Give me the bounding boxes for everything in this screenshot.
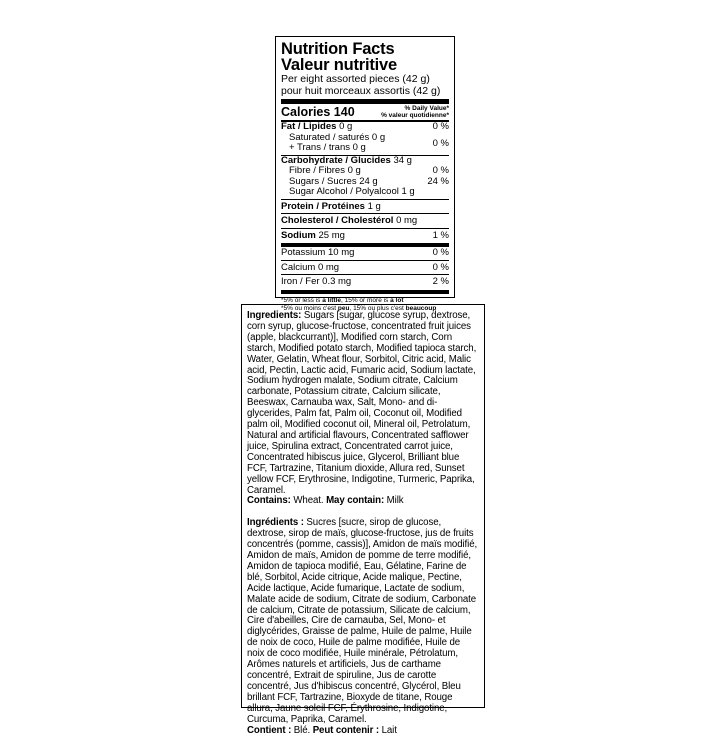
calcium-row (281, 263, 449, 274)
sodium-row (281, 231, 449, 242)
ingredients-fr (247, 518, 479, 725)
title-fr: Valeur nutritive (281, 56, 398, 74)
sugar-alcohol-row (281, 187, 449, 198)
calories: Calories 140 (281, 105, 355, 119)
fat-row (281, 122, 449, 133)
trans-fat: + Trans / trans 0 g (289, 142, 366, 153)
contains-fr-text: Blé. (291, 724, 313, 736)
fibre: Fibre / Fibres 0 g (289, 165, 361, 176)
may-contain-en-text: Milk (384, 495, 404, 507)
dv-header-en: % Daily Value* (404, 105, 449, 112)
allergens-en (247, 496, 479, 507)
protein-label: Protein / Protéines (281, 200, 365, 212)
sugars: Sugars / Sucres 24 g (289, 175, 378, 187)
sugars-pct: 24 % (427, 175, 449, 187)
protein-amount: 1 g (364, 200, 381, 212)
iron-pct: 2 % (432, 276, 449, 287)
may-contain-en-label: May contain: (326, 495, 385, 507)
dv-header-fr: % valeur quotidienne* (381, 112, 449, 119)
fibre-pct: 0 % (432, 165, 449, 176)
contains-en-label: Contains: (247, 495, 291, 507)
ingredients-en-text: Sugars [sugar, glucose syrup, dextrose, corn syrup, glucose-fructose, concentrated fruit juices (apple, blackcurrant)], Modified corn starch, Corn starch, Modified potato starch, Modified tapioca starch, Water, Gelatin, Wheat flour, Sorbitol, Citric acid, Malic acid, Pectin, Lactic acid, Fumaric acid, Sodium lactate, Sodium hydrogen malate, Sodium citrate, Calcium carbonate, Potassium citrate, Calcium silicate, Beeswax, Carnauba wax, Salt, Mono- and di-glycerides, Palm fat, Palm oil, Coconut oil, Modified palm oil, Modified coconut oil, Mineral oil, Petrolatum, Natural and artificial flavours, Concentrated safflower juice, Spirulina extract, Concentrated carrot juice, Concentrated hibiscus juice, Glycerol, Brilliant blue FCF, Tartrazine, Titanium dioxide, Allura red, Sunset yellow FCF, Erythrosine, Indigotine, Turmeric, Paprika, Caramel. (247, 310, 477, 496)
cholesterol-amount: 0 mg (393, 215, 418, 226)
sat-trans-pct: 0 % (432, 137, 449, 149)
potassium: Potassium 10 mg (281, 247, 355, 258)
divider (281, 274, 449, 275)
fibre-row (281, 166, 449, 177)
carb-amount: 34 g (390, 154, 412, 166)
footnote-en: *5% or less is a little, 15% or more is a lot (281, 296, 404, 304)
potassium-row (281, 248, 449, 259)
saturated-fat: Saturated / saturés 0 g (289, 131, 386, 143)
footnote-fr: *5% ou moins c'est peu, 15% ou plus c'est beaucoup (281, 304, 437, 312)
potassium-pct: 0 % (432, 247, 449, 258)
protein-row (281, 202, 449, 213)
heavy-divider (281, 99, 449, 104)
serving-size-fr: pour huit morceaux assortis (42 g) (281, 85, 441, 97)
nutrition-facts-table (275, 36, 455, 312)
title-en: Nutrition Facts (281, 40, 395, 58)
ingredients-panel (241, 304, 485, 736)
cholesterol-row (281, 216, 449, 227)
divider (281, 260, 449, 261)
ingredients-fr-label: Ingrédients : (247, 517, 304, 529)
contains-en-text: Wheat. (290, 495, 327, 507)
calcium: Calcium 0 mg (281, 261, 340, 273)
sugar-alcohol: Sugar Alcohol / Polyalcool 1 g (289, 186, 415, 197)
may-contain-fr-label: Peut contenir : (312, 724, 380, 736)
fat-pct: 0 % (432, 121, 449, 132)
carb-label: Carbohydrate / Glucides (281, 154, 391, 166)
fat-amount: 0 g (336, 121, 353, 132)
sat-trans-group (281, 133, 449, 154)
ingredients-fr-text: Sucres [sucre, sirop de glucose, dextrose, sirop de maïs, glucose-fructose, jus de fruits concentrés (pomme, cassis)], Amidon de maïs modifié, Amidon de maïs, Amidon de pomme de terre modifié, Amidon de tapioca modifié, Eau, Gélatine, Farine de blé, Sorbitol, Acide citrique, Acide malique, Pectine, Acide lactique, Acide fumarique, Lactate de sodium, Malate acide de sodium, Citrate de sodium, Carbonate de calcium, Citrate de potassium, Silicate de calcium, Cire d'abeilles, Cire de carnauba, Sel, Mono- et diglycérides, Graisse de palme, Huile de palme, Huile de noix de coco, Huile de palme modifiée, Huile de noix de coco modifiée, Huile minérale, Pétrolatum, Arômes naturels et artificiels, Jus de carthame concentré, Extrait de spiruline, Jus de carotte concentré, Jus d'hibiscus concentré, Glycérol, Bleu brillant FCF, Tartrazine, Bioxyde de titane, Rouge allura, Jaune soleil FCF, Érythrosine, Indigotine, Curcuma, Paprika, Caramel. (247, 517, 478, 725)
calories-row (281, 105, 449, 119)
iron-row (281, 277, 449, 288)
divider (281, 199, 449, 200)
contains-fr-label: Contient : (247, 724, 292, 736)
cholesterol-label: Cholesterol / Cholestérol (281, 215, 394, 226)
allergens-fr (247, 726, 479, 736)
sodium-amount: 25 mg (315, 229, 345, 241)
may-contain-fr-text: Lait (379, 724, 397, 736)
heavy-divider (281, 290, 449, 294)
serving-size-en: Per eight assorted pieces (42 g) (281, 73, 430, 85)
daily-value-header (381, 105, 449, 119)
divider (281, 228, 449, 229)
fat-label: Fat / Lipides (281, 121, 337, 132)
sodium-pct: 1 % (432, 229, 449, 241)
ingredients-en (247, 311, 479, 496)
iron: Iron / Fer 0.3 mg (281, 276, 352, 287)
divider (281, 213, 449, 214)
calcium-pct: 0 % (432, 261, 449, 273)
sodium-label: Sodium (281, 229, 316, 241)
ingredients-en-label: Ingredients: (247, 310, 302, 321)
